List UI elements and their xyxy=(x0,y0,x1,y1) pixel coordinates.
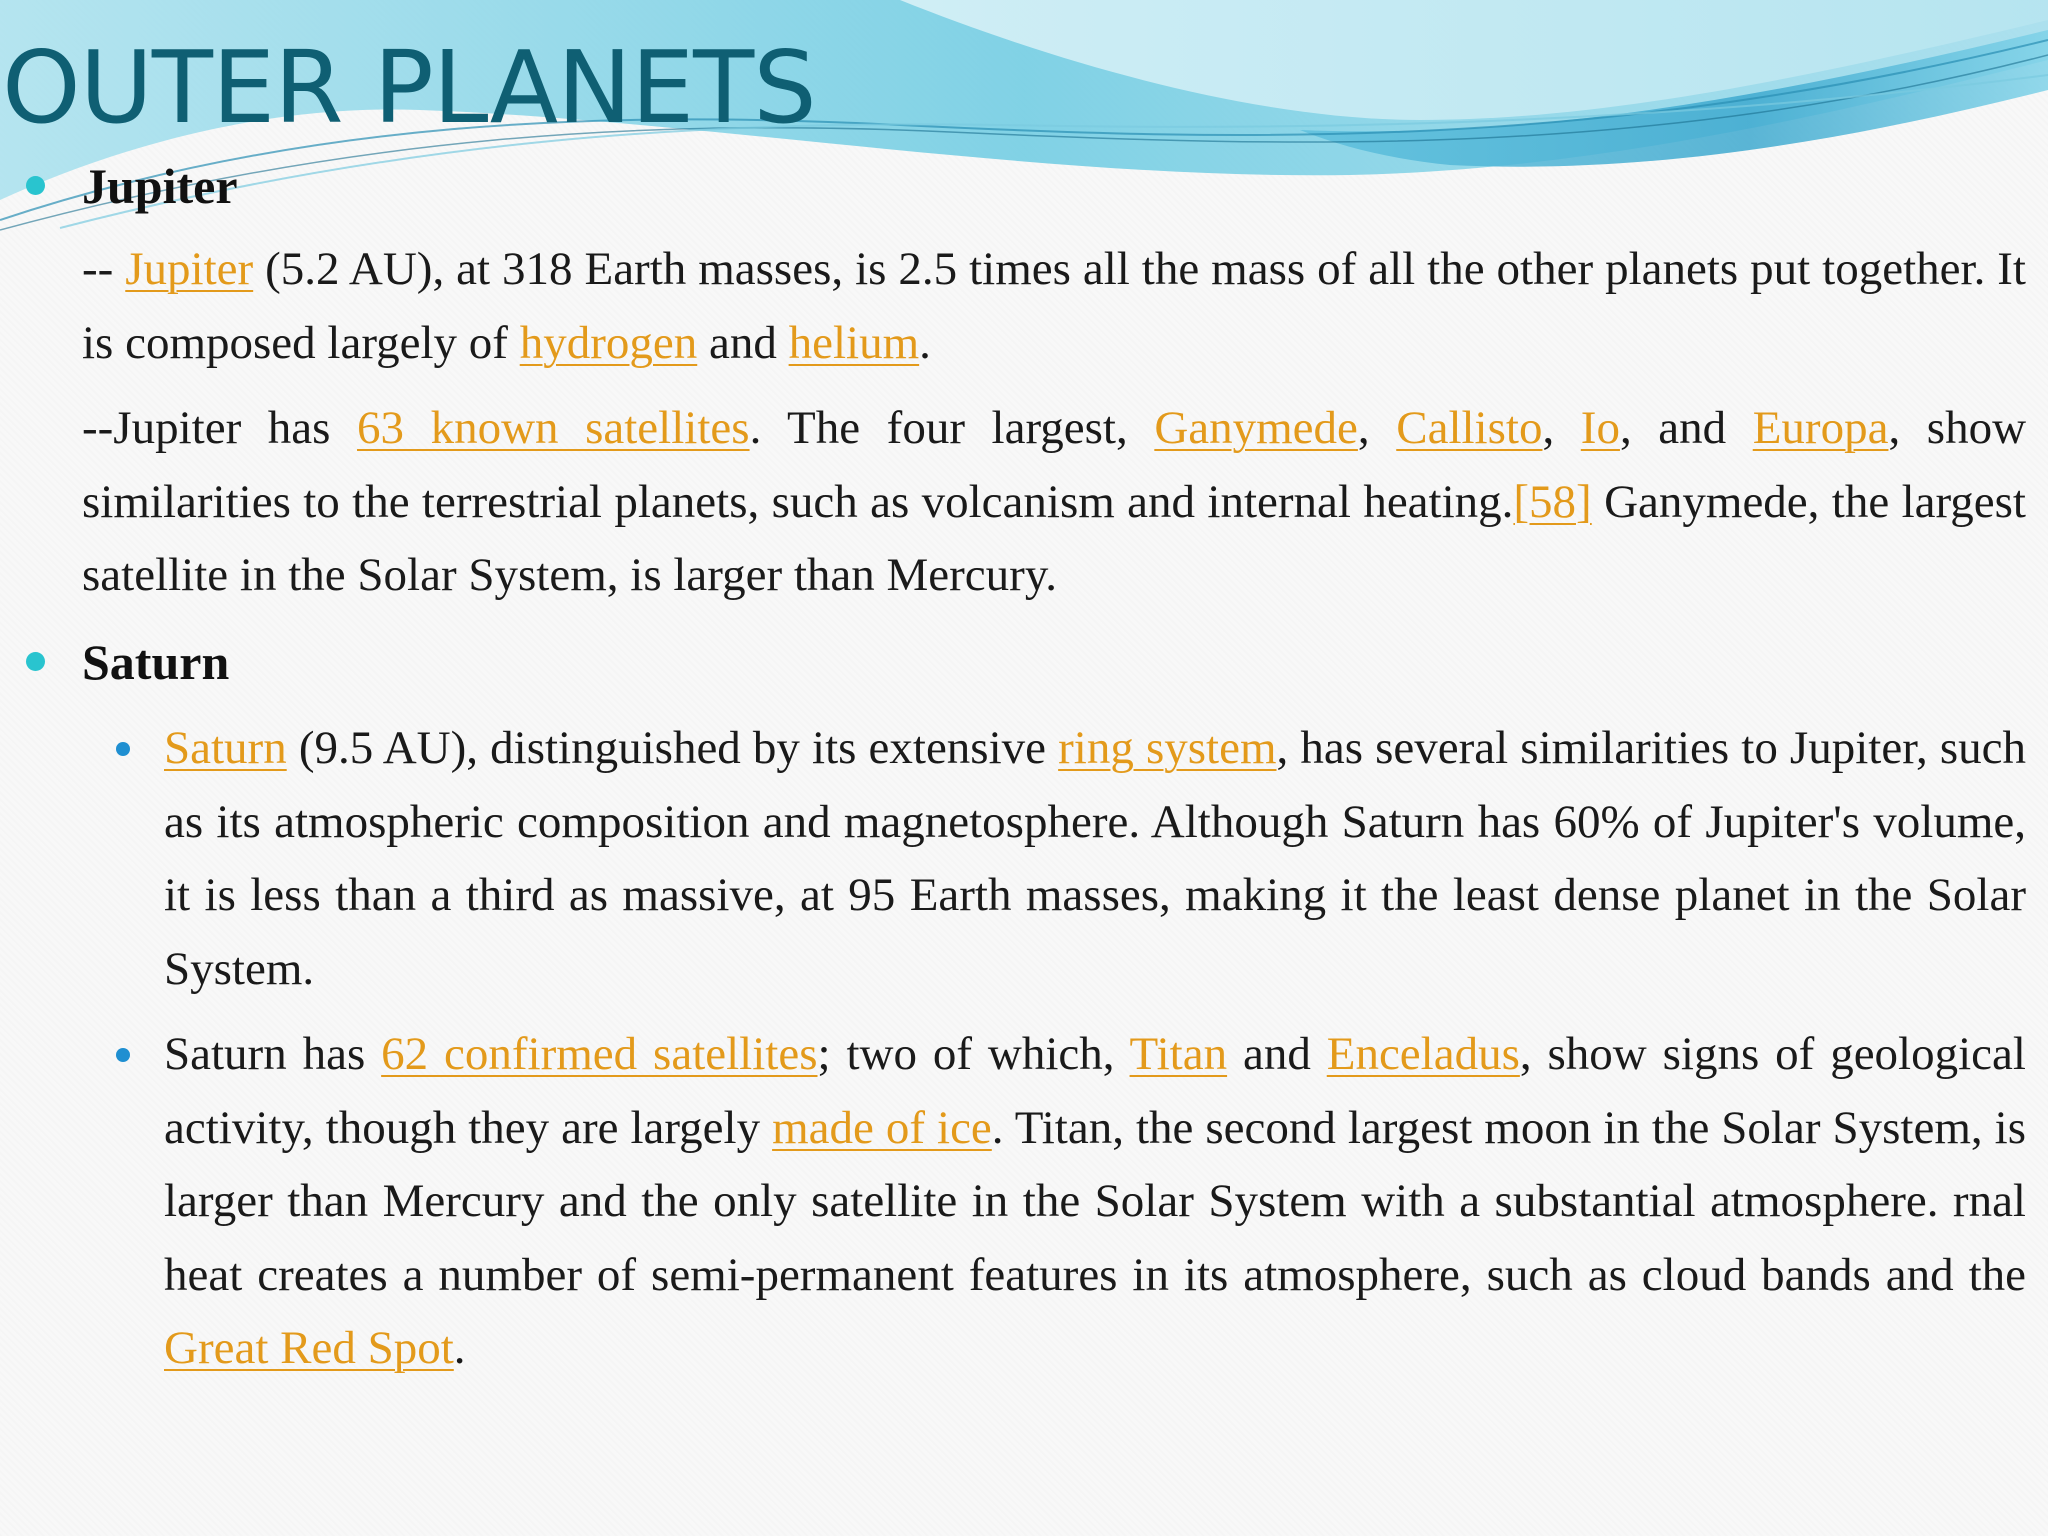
text: , xyxy=(1357,402,1397,454)
link-helium[interactable]: helium xyxy=(788,316,920,369)
link-callisto[interactable]: Callisto xyxy=(1396,402,1543,454)
saturn-sub-bullet-2 xyxy=(116,1048,130,1062)
link-62-confirmed-satellites[interactable]: 62 confirmed satellites xyxy=(381,1028,818,1080)
slide-title: OUTER PLANETS xyxy=(2,29,816,146)
text: --Jupiter has xyxy=(82,402,358,454)
link-enceladus[interactable]: Enceladus xyxy=(1326,1028,1520,1080)
text: . The four largest, xyxy=(749,402,1155,454)
jupiter-bullet xyxy=(26,176,45,195)
link-titan[interactable]: Titan xyxy=(1129,1028,1228,1080)
saturn-sub-bullet-1 xyxy=(116,742,130,756)
jupiter-paragraph-1 xyxy=(82,233,2026,380)
text: , show similarities to the terrestrial planets, such as volcanism and internal heating. xyxy=(82,402,2027,528)
link-io[interactable]: Io xyxy=(1580,402,1620,454)
jupiter-paragraph-2 xyxy=(82,392,2026,613)
text: and xyxy=(1227,1028,1327,1080)
text: , show signs of geological activity, though they are largely xyxy=(164,1028,2026,1154)
text: . Titan, the second largest moon in the Solar System, is larger than Mercury and the only satellite in the Solar System with a substantial atmosphere. rnal heat creates a number of semi-permanent features in its atmosphere, such as cloud bands and the xyxy=(164,1101,2026,1301)
link-ganymede[interactable]: Ganymede xyxy=(1154,402,1358,454)
text: , xyxy=(1542,402,1581,454)
text: and xyxy=(697,316,789,369)
link-great-red-spot[interactable]: Great Red Spot xyxy=(164,1322,454,1374)
link-hydrogen[interactable]: hydrogen xyxy=(519,316,698,369)
text: (5.2 AU), at 318 Earth masses, is 2.5 times all the mass of all the other planets put together. It is composed largely of xyxy=(82,243,2026,369)
jupiter-heading: Jupiter xyxy=(82,158,238,214)
saturn-paragraph-1 xyxy=(164,712,2026,1006)
link-made-of-ice[interactable]: made of ice xyxy=(772,1101,992,1154)
link-europa[interactable]: Europa xyxy=(1752,402,1889,454)
text: . xyxy=(919,316,931,369)
text: (9.5 AU), distinguished by its extensive xyxy=(286,722,1059,774)
link-jupiter[interactable]: Jupiter xyxy=(125,243,254,295)
saturn-bullet xyxy=(26,652,45,671)
link-citation-58[interactable]: [58] xyxy=(1513,475,1592,528)
text: , and xyxy=(1619,402,1753,454)
link-63-known-satellites[interactable]: 63 known satellites xyxy=(357,402,750,454)
saturn-paragraph-2 xyxy=(164,1018,2026,1386)
text: Saturn has xyxy=(164,1028,382,1080)
text: Ganymede, the largest satellite in the Solar System, is larger than Mercury. xyxy=(82,475,2026,601)
text: -- xyxy=(82,243,126,295)
text: . xyxy=(453,1322,466,1374)
saturn-heading: Saturn xyxy=(82,634,230,690)
link-saturn[interactable]: Saturn xyxy=(164,722,287,774)
link-ring-system[interactable]: ring system xyxy=(1058,722,1277,774)
text: , has several similarities to Jupiter, such as its atmospheric composition and magnetosphere. Although Saturn has 60% of Jupiter's volume, it is less than a third as massive, at 95 Earth masses, making it the least dense planet in the Solar System. xyxy=(164,722,2026,995)
text: ; two of which, xyxy=(817,1028,1130,1080)
